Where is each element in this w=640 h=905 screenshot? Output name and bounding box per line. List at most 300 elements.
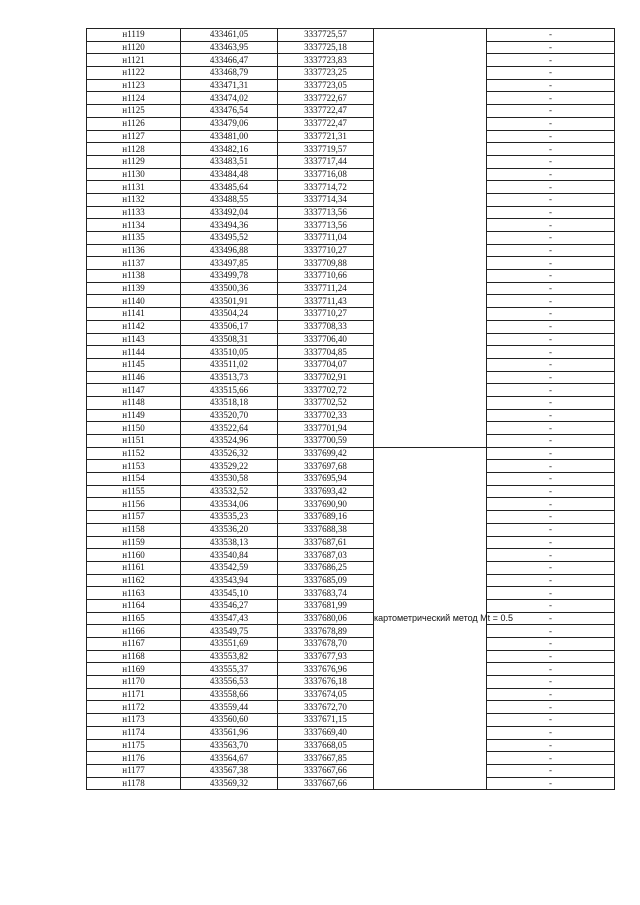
table-row: [87, 358, 615, 371]
accuracy-cell: -: [487, 219, 615, 232]
point-id-cell: н1135: [87, 232, 181, 245]
point-id-cell: н1160: [87, 549, 181, 562]
table-row: [87, 650, 615, 663]
point-id-cell: н1158: [87, 523, 181, 536]
table-row: [87, 676, 615, 689]
y-coordinate-cell: 3337706,40: [278, 333, 374, 346]
point-id-cell: н1129: [87, 155, 181, 168]
table-row: [87, 41, 615, 54]
x-coordinate-cell: 433524,96: [181, 435, 278, 448]
accuracy-cell: -: [487, 193, 615, 206]
x-coordinate-cell: 433513,73: [181, 371, 278, 384]
y-coordinate-cell: 3337717,44: [278, 155, 374, 168]
point-id-cell: н1150: [87, 422, 181, 435]
accuracy-cell: -: [487, 777, 615, 790]
accuracy-cell: -: [487, 54, 615, 67]
point-id-cell: н1166: [87, 625, 181, 638]
y-coordinate-cell: 3337722,47: [278, 117, 374, 130]
accuracy-cell: -: [487, 232, 615, 245]
point-id-cell: н1151: [87, 435, 181, 448]
x-coordinate-cell: 433499,78: [181, 270, 278, 283]
accuracy-cell: -: [487, 599, 615, 612]
y-coordinate-cell: 3337669,40: [278, 726, 374, 739]
table-row: [87, 714, 615, 727]
accuracy-cell: -: [487, 384, 615, 397]
x-coordinate-cell: 433481,00: [181, 130, 278, 143]
y-coordinate-cell: 3337687,03: [278, 549, 374, 562]
accuracy-cell: -: [487, 447, 615, 460]
accuracy-cell: -: [487, 511, 615, 524]
y-coordinate-cell: 3337723,83: [278, 54, 374, 67]
y-coordinate-cell: 3337708,33: [278, 320, 374, 333]
y-coordinate-cell: 3337680,06: [278, 612, 374, 625]
y-coordinate-cell: 3337677,93: [278, 650, 374, 663]
y-coordinate-cell: 3337702,33: [278, 409, 374, 422]
accuracy-cell: -: [487, 536, 615, 549]
accuracy-cell: -: [487, 130, 615, 143]
accuracy-cell: -: [487, 396, 615, 409]
y-coordinate-cell: 3337672,70: [278, 701, 374, 714]
point-id-cell: н1164: [87, 599, 181, 612]
accuracy-cell: -: [487, 638, 615, 651]
x-coordinate-cell: 433551,69: [181, 638, 278, 651]
table-row: [87, 549, 615, 562]
x-coordinate-cell: 433540,84: [181, 549, 278, 562]
accuracy-cell: -: [487, 295, 615, 308]
point-id-cell: н1137: [87, 257, 181, 270]
point-id-cell: н1139: [87, 282, 181, 295]
x-coordinate-cell: 433466,47: [181, 54, 278, 67]
point-id-cell: н1140: [87, 295, 181, 308]
table-row: [87, 257, 615, 270]
table-row: [87, 244, 615, 257]
accuracy-cell: -: [487, 625, 615, 638]
y-coordinate-cell: 3337725,18: [278, 41, 374, 54]
x-coordinate-cell: 433567,38: [181, 764, 278, 777]
accuracy-cell: -: [487, 409, 615, 422]
x-coordinate-cell: 433496,88: [181, 244, 278, 257]
y-coordinate-cell: 3337689,16: [278, 511, 374, 524]
y-coordinate-cell: 3337699,42: [278, 447, 374, 460]
table-row: [87, 29, 615, 42]
table-row: [87, 460, 615, 473]
table-row: [87, 447, 615, 460]
x-coordinate-cell: 433542,59: [181, 561, 278, 574]
table-row: [87, 409, 615, 422]
point-id-cell: н1144: [87, 346, 181, 359]
point-id-cell: н1170: [87, 676, 181, 689]
point-id-cell: н1120: [87, 41, 181, 54]
accuracy-cell: -: [487, 726, 615, 739]
x-coordinate-cell: 433520,70: [181, 409, 278, 422]
x-coordinate-cell: 433564,67: [181, 752, 278, 765]
y-coordinate-cell: 3337710,66: [278, 270, 374, 283]
table-row: [87, 612, 615, 625]
accuracy-cell: -: [487, 549, 615, 562]
x-coordinate-cell: 433515,66: [181, 384, 278, 397]
point-id-cell: н1134: [87, 219, 181, 232]
y-coordinate-cell: 3337697,68: [278, 460, 374, 473]
y-coordinate-cell: 3337713,56: [278, 219, 374, 232]
accuracy-cell: -: [487, 587, 615, 600]
y-coordinate-cell: 3337674,05: [278, 688, 374, 701]
x-coordinate-cell: 433488,55: [181, 193, 278, 206]
x-coordinate-cell: 433471,31: [181, 79, 278, 92]
table-row: [87, 688, 615, 701]
point-id-cell: н1163: [87, 587, 181, 600]
y-coordinate-cell: 3337710,27: [278, 308, 374, 321]
table-row: [87, 67, 615, 80]
coordinates-table: [86, 28, 615, 790]
accuracy-cell: -: [487, 752, 615, 765]
x-coordinate-cell: 433558,66: [181, 688, 278, 701]
y-coordinate-cell: 3337710,27: [278, 244, 374, 257]
y-coordinate-cell: 3337722,67: [278, 92, 374, 105]
table-row: [87, 511, 615, 524]
accuracy-cell: -: [487, 574, 615, 587]
table-row: [87, 726, 615, 739]
accuracy-cell: -: [487, 168, 615, 181]
accuracy-cell: -: [487, 739, 615, 752]
x-coordinate-cell: 433526,32: [181, 447, 278, 460]
table-row: [87, 155, 615, 168]
x-coordinate-cell: 433534,06: [181, 498, 278, 511]
point-id-cell: н1141: [87, 308, 181, 321]
table-row: [87, 54, 615, 67]
y-coordinate-cell: 3337702,91: [278, 371, 374, 384]
accuracy-cell: -: [487, 701, 615, 714]
coordinates-table-body: [87, 29, 615, 790]
point-id-cell: н1156: [87, 498, 181, 511]
table-row: [87, 117, 615, 130]
table-row: [87, 168, 615, 181]
y-coordinate-cell: 3337685,09: [278, 574, 374, 587]
table-row: [87, 587, 615, 600]
accuracy-cell: -: [487, 79, 615, 92]
y-coordinate-cell: 3337668,05: [278, 739, 374, 752]
accuracy-cell: -: [487, 270, 615, 283]
y-coordinate-cell: 3337688,38: [278, 523, 374, 536]
x-coordinate-cell: 433500,36: [181, 282, 278, 295]
accuracy-cell: -: [487, 143, 615, 156]
table-row: [87, 92, 615, 105]
x-coordinate-cell: 433555,37: [181, 663, 278, 676]
x-coordinate-cell: 433518,18: [181, 396, 278, 409]
y-coordinate-cell: 3337725,57: [278, 29, 374, 42]
table-row: [87, 473, 615, 486]
point-id-cell: н1161: [87, 561, 181, 574]
table-row: [87, 574, 615, 587]
y-coordinate-cell: 3337719,57: [278, 143, 374, 156]
point-id-cell: н1130: [87, 168, 181, 181]
point-id-cell: н1133: [87, 206, 181, 219]
point-id-cell: н1169: [87, 663, 181, 676]
point-id-cell: н1127: [87, 130, 181, 143]
point-id-cell: н1148: [87, 396, 181, 409]
point-id-cell: н1174: [87, 726, 181, 739]
x-coordinate-cell: 433560,60: [181, 714, 278, 727]
table-row: [87, 536, 615, 549]
table-row: [87, 282, 615, 295]
point-id-cell: н1136: [87, 244, 181, 257]
y-coordinate-cell: 3337681,99: [278, 599, 374, 612]
x-coordinate-cell: 433463,95: [181, 41, 278, 54]
accuracy-cell: -: [487, 29, 615, 42]
point-id-cell: н1159: [87, 536, 181, 549]
y-coordinate-cell: 3337711,04: [278, 232, 374, 245]
x-coordinate-cell: 433532,52: [181, 485, 278, 498]
point-id-cell: н1119: [87, 29, 181, 42]
y-coordinate-cell: 3337693,42: [278, 485, 374, 498]
table-row: [87, 232, 615, 245]
point-id-cell: н1126: [87, 117, 181, 130]
x-coordinate-cell: 433546,27: [181, 599, 278, 612]
table-row: [87, 333, 615, 346]
table-row: [87, 764, 615, 777]
x-coordinate-cell: 433501,91: [181, 295, 278, 308]
y-coordinate-cell: 3337723,25: [278, 67, 374, 80]
x-coordinate-cell: 433497,85: [181, 257, 278, 270]
point-id-cell: н1125: [87, 105, 181, 118]
y-coordinate-cell: 3337711,24: [278, 282, 374, 295]
table-row: [87, 625, 615, 638]
accuracy-cell: -: [487, 41, 615, 54]
table-row: [87, 599, 615, 612]
table-row: [87, 371, 615, 384]
x-coordinate-cell: 433461,05: [181, 29, 278, 42]
table-row: [87, 308, 615, 321]
accuracy-cell: -: [487, 460, 615, 473]
y-coordinate-cell: 3337702,52: [278, 396, 374, 409]
table-row: [87, 346, 615, 359]
method-cell: картометрический метод Mt = 0.5: [374, 447, 487, 790]
accuracy-cell: -: [487, 181, 615, 194]
x-coordinate-cell: 433483,51: [181, 155, 278, 168]
point-id-cell: н1142: [87, 320, 181, 333]
y-coordinate-cell: 3337686,25: [278, 561, 374, 574]
point-id-cell: н1177: [87, 764, 181, 777]
point-id-cell: н1175: [87, 739, 181, 752]
x-coordinate-cell: 433535,23: [181, 511, 278, 524]
table-row: [87, 206, 615, 219]
table-row: [87, 701, 615, 714]
x-coordinate-cell: 433556,53: [181, 676, 278, 689]
x-coordinate-cell: 433547,43: [181, 612, 278, 625]
x-coordinate-cell: 433495,52: [181, 232, 278, 245]
accuracy-cell: -: [487, 257, 615, 270]
accuracy-cell: -: [487, 67, 615, 80]
point-id-cell: н1152: [87, 447, 181, 460]
y-coordinate-cell: 3337723,05: [278, 79, 374, 92]
x-coordinate-cell: 433506,17: [181, 320, 278, 333]
table-row: [87, 270, 615, 283]
accuracy-cell: -: [487, 320, 615, 333]
x-coordinate-cell: 433530,58: [181, 473, 278, 486]
point-id-cell: н1124: [87, 92, 181, 105]
x-coordinate-cell: 433494,36: [181, 219, 278, 232]
x-coordinate-cell: 433529,22: [181, 460, 278, 473]
y-coordinate-cell: 3337671,15: [278, 714, 374, 727]
accuracy-cell: -: [487, 346, 615, 359]
y-coordinate-cell: 3337683,74: [278, 587, 374, 600]
table-row: [87, 498, 615, 511]
accuracy-cell: -: [487, 523, 615, 536]
y-coordinate-cell: 3337678,89: [278, 625, 374, 638]
x-coordinate-cell: 433474,02: [181, 92, 278, 105]
table-row: [87, 752, 615, 765]
point-id-cell: н1155: [87, 485, 181, 498]
y-coordinate-cell: 3337667,66: [278, 764, 374, 777]
point-id-cell: н1171: [87, 688, 181, 701]
y-coordinate-cell: 3337721,31: [278, 130, 374, 143]
accuracy-cell: -: [487, 117, 615, 130]
x-coordinate-cell: 433508,31: [181, 333, 278, 346]
accuracy-cell: -: [487, 676, 615, 689]
y-coordinate-cell: 3337702,72: [278, 384, 374, 397]
accuracy-cell: -: [487, 561, 615, 574]
table-row: [87, 130, 615, 143]
x-coordinate-cell: 433479,06: [181, 117, 278, 130]
x-coordinate-cell: 433553,82: [181, 650, 278, 663]
x-coordinate-cell: 433563,70: [181, 739, 278, 752]
table-row: [87, 105, 615, 118]
accuracy-cell: -: [487, 485, 615, 498]
table-row: [87, 396, 615, 409]
point-id-cell: н1147: [87, 384, 181, 397]
y-coordinate-cell: 3337690,90: [278, 498, 374, 511]
point-id-cell: н1153: [87, 460, 181, 473]
accuracy-cell: -: [487, 764, 615, 777]
y-coordinate-cell: 3337687,61: [278, 536, 374, 549]
accuracy-cell: -: [487, 206, 615, 219]
table-row: [87, 739, 615, 752]
y-coordinate-cell: 3337678,70: [278, 638, 374, 651]
accuracy-cell: -: [487, 105, 615, 118]
x-coordinate-cell: 433561,96: [181, 726, 278, 739]
y-coordinate-cell: 3337704,07: [278, 358, 374, 371]
point-id-cell: н1165: [87, 612, 181, 625]
point-id-cell: н1167: [87, 638, 181, 651]
method-cell: [374, 29, 487, 448]
table-row: [87, 422, 615, 435]
y-coordinate-cell: 3337695,94: [278, 473, 374, 486]
y-coordinate-cell: 3337714,34: [278, 193, 374, 206]
point-id-cell: н1123: [87, 79, 181, 92]
accuracy-cell: -: [487, 371, 615, 384]
accuracy-cell: -: [487, 435, 615, 448]
point-id-cell: н1154: [87, 473, 181, 486]
x-coordinate-cell: 433510,05: [181, 346, 278, 359]
x-coordinate-cell: 433545,10: [181, 587, 278, 600]
accuracy-cell: -: [487, 498, 615, 511]
point-id-cell: н1146: [87, 371, 181, 384]
table-row: [87, 193, 615, 206]
accuracy-cell: -: [487, 282, 615, 295]
accuracy-cell: -: [487, 333, 615, 346]
x-coordinate-cell: 433522,64: [181, 422, 278, 435]
accuracy-cell: -: [487, 663, 615, 676]
point-id-cell: н1173: [87, 714, 181, 727]
x-coordinate-cell: 433484,48: [181, 168, 278, 181]
accuracy-cell: -: [487, 358, 615, 371]
table-row: [87, 485, 615, 498]
y-coordinate-cell: 3337676,18: [278, 676, 374, 689]
point-id-cell: н1162: [87, 574, 181, 587]
y-coordinate-cell: 3337676,96: [278, 663, 374, 676]
accuracy-cell: -: [487, 473, 615, 486]
x-coordinate-cell: 433549,75: [181, 625, 278, 638]
y-coordinate-cell: 3337700,59: [278, 435, 374, 448]
y-coordinate-cell: 3337709,88: [278, 257, 374, 270]
table-row: [87, 663, 615, 676]
point-id-cell: н1121: [87, 54, 181, 67]
x-coordinate-cell: 433536,20: [181, 523, 278, 536]
point-id-cell: н1128: [87, 143, 181, 156]
point-id-cell: н1157: [87, 511, 181, 524]
y-coordinate-cell: 3337704,85: [278, 346, 374, 359]
accuracy-cell: -: [487, 688, 615, 701]
point-id-cell: н1122: [87, 67, 181, 80]
y-coordinate-cell: 3337714,72: [278, 181, 374, 194]
x-coordinate-cell: 433538,13: [181, 536, 278, 549]
point-id-cell: н1178: [87, 777, 181, 790]
table-row: [87, 143, 615, 156]
x-coordinate-cell: 433504,24: [181, 308, 278, 321]
y-coordinate-cell: 3337713,56: [278, 206, 374, 219]
table-row: [87, 777, 615, 790]
point-id-cell: н1176: [87, 752, 181, 765]
y-coordinate-cell: 3337722,47: [278, 105, 374, 118]
table-row: [87, 384, 615, 397]
y-coordinate-cell: 3337711,43: [278, 295, 374, 308]
point-id-cell: н1132: [87, 193, 181, 206]
point-id-cell: н1131: [87, 181, 181, 194]
accuracy-cell: -: [487, 422, 615, 435]
x-coordinate-cell: 433569,32: [181, 777, 278, 790]
x-coordinate-cell: 433511,02: [181, 358, 278, 371]
point-id-cell: н1143: [87, 333, 181, 346]
table-row: [87, 320, 615, 333]
x-coordinate-cell: 433476,54: [181, 105, 278, 118]
accuracy-cell: -: [487, 92, 615, 105]
y-coordinate-cell: 3337716,08: [278, 168, 374, 181]
point-id-cell: н1172: [87, 701, 181, 714]
accuracy-cell: -: [487, 650, 615, 663]
table-row: [87, 523, 615, 536]
table-row: [87, 561, 615, 574]
accuracy-cell: -: [487, 308, 615, 321]
accuracy-cell: -: [487, 155, 615, 168]
table-row: [87, 219, 615, 232]
x-coordinate-cell: 433468,79: [181, 67, 278, 80]
accuracy-cell: -: [487, 714, 615, 727]
point-id-cell: н1138: [87, 270, 181, 283]
accuracy-cell: -: [487, 612, 615, 625]
y-coordinate-cell: 3337667,66: [278, 777, 374, 790]
x-coordinate-cell: 433485,64: [181, 181, 278, 194]
table-row: [87, 295, 615, 308]
x-coordinate-cell: 433559,44: [181, 701, 278, 714]
y-coordinate-cell: 3337701,94: [278, 422, 374, 435]
table-row: [87, 79, 615, 92]
y-coordinate-cell: 3337667,85: [278, 752, 374, 765]
table-row: [87, 181, 615, 194]
x-coordinate-cell: 433492,04: [181, 206, 278, 219]
table-row: [87, 435, 615, 448]
table-row: [87, 638, 615, 651]
x-coordinate-cell: 433482,16: [181, 143, 278, 156]
point-id-cell: н1168: [87, 650, 181, 663]
